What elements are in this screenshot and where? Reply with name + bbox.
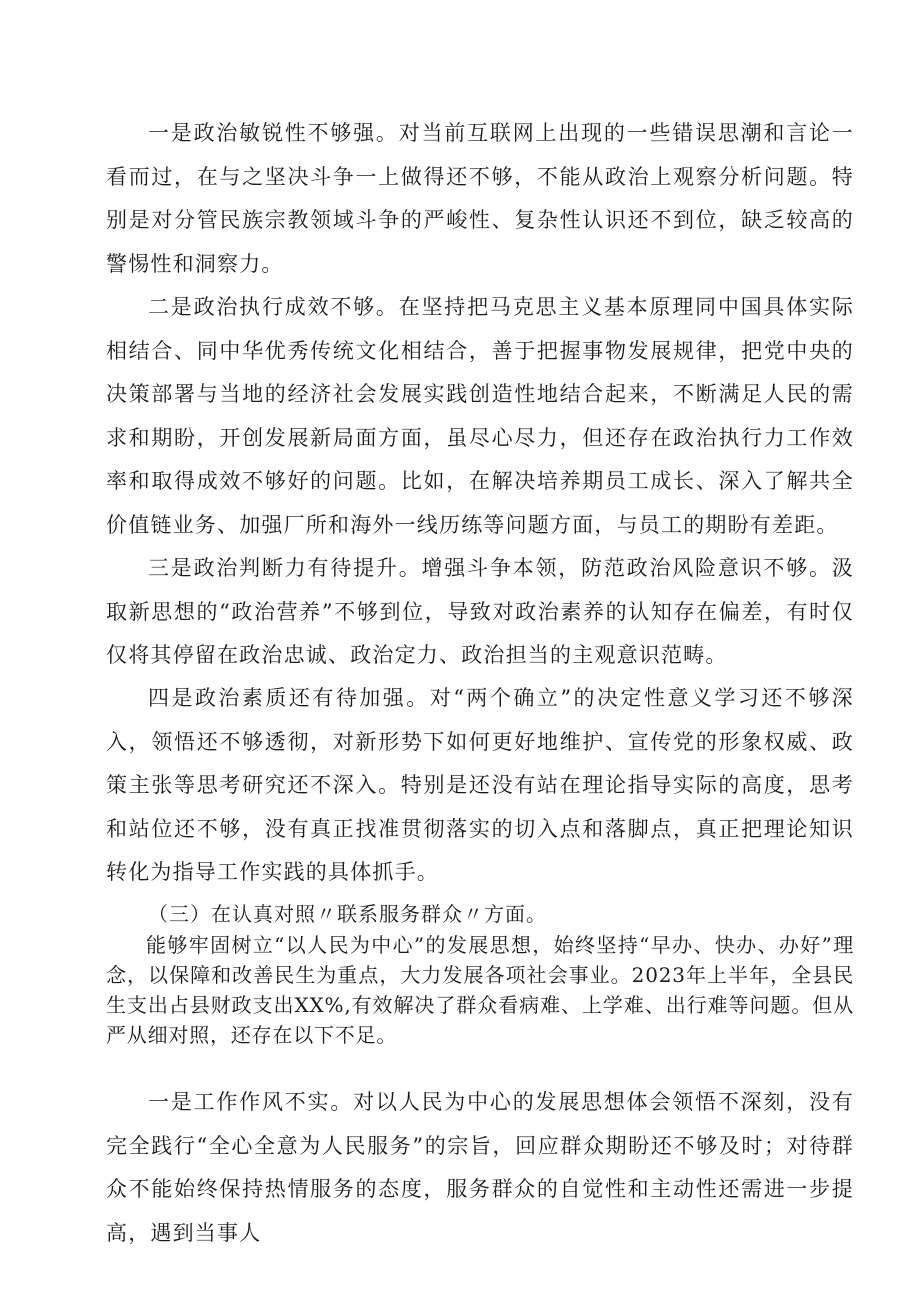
paragraph-political-execution: 二是政治执行成效不够。在坚持把马克思主义基本原理同中国具体实际相结合、同中华优秀传统文化相结合，善于把握事物发展规律，把党中央的决策部署与当地的经济社会发展实践创造性地结合起来，不断满足人民的需求和期盼，开创发展新局面方面，虽尽心尽力，但还存在政治执行力工作效率和取得成效不够好的问题。比如，在解决培养期员工成长、深入了解共全价值链业务、加强厂所和海外一线历练等问题方面，与员工的期盼有差距。 bbox=[106, 295, 854, 537]
paragraph-political-judgment: 三是政治判断力有待提升。增强斗争本领，防范政治风险意识不够。汲取新思想的“政治营养”不够到位，导致对政治素养的认知存在偏差，有时仅仅将其停留在政治忠诚、政治定力、政治担当的主观意识范畴。 bbox=[106, 556, 854, 667]
paragraph-work-style: 一是工作作风不实。对以人民为中心的发展思想体会领悟不深刻，没有完全践行“全心全意为人民服务”的宗旨，回应群众期盼还不够及时；对待群众不能始终保持热情服务的态度，服务群众的自觉性和主动性还需进一步提高，遇到当事人 bbox=[106, 1090, 854, 1245]
section-heading: （三）在认真对照〃联系服务群众〃方面。 bbox=[148, 902, 547, 926]
paragraph-political-quality: 四是政治素质还有待加强。对“两个确立”的决定性意义学习还不够深入，领悟还不够透彻，对新形势下如何更好地维护、宣传党的形象权威、政策主张等思考研究还不深入。特别是还没有站在理论指导实际的高度，思考和站位还不够，没有真正找准贯彻落实的切入点和落脚点，真正把理论知识转化为指导工作实践的具体抓手。 bbox=[106, 686, 854, 884]
section-intro-paragraph: 能够牢固树立“以人民为中心”的发展思想，始终坚持“早办、快办、办好”理念，以保障和改善民生为重点，大力发展各项社会事业。2023年上半年，全县民生支出占县财政支出XX%,有效解决了群众看病难、上学难、出行难等问题。但从严从细对照，还存在以下不足。 bbox=[106, 933, 854, 1047]
paragraph-political-sensitivity: 一是政治敏锐性不够强。对当前互联网上出现的一些错误思潮和言论一看而过，在与之坚决斗争一上做得还不够，不能从政治上观察分析问题。特别是对分管民族宗教领域斗争的严峻性、复杂性认识还不到位，缺乏较高的警惕性和洞察力。 bbox=[106, 121, 854, 276]
